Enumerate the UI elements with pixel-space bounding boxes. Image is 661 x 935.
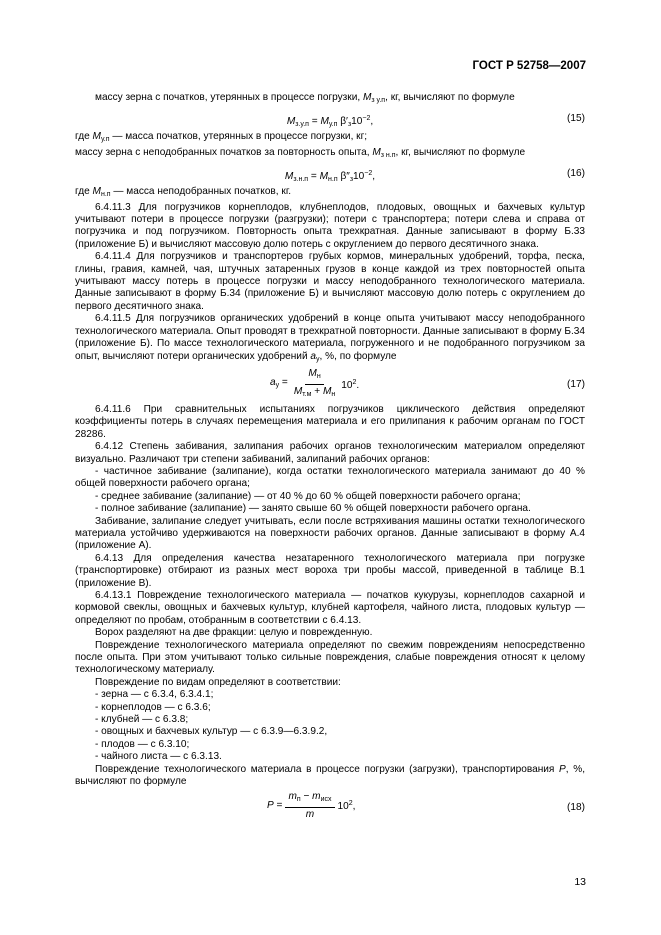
paragraph-where-16: где $M_{н.п}$ — масса неподобранных початков, кг. [75,186,292,199]
formula-18: P = $\frac{m_п - m_{исх}}{m}$ $10^2$, (18) [267,790,585,820]
formula-15: $M_{з.у.п} = M_{у.п}$ $\beta'_з10^{-2}$, (15) [286,113,585,129]
paragraph-6-4-11-3: 6.4.11.3 Для погрузчиков корнеплодов, клубнеплодов, плодовых, овощных и бахчевых культур учитывают потери в процессе погрузки (разгрузки); потери с транспортера; потери слева и справа от погрузчика и под погрузчиком. Повторность опыта трехкратная. Данные записывают в форму Б.33 (приложение Б) и вычисляют массовую долю потерь с округлением до первого десятичного знака. [75,201,585,250]
paragraph-6-4-11-4: 6.4.11.4 Для погрузчиков и транспортеров грубых кормов, минеральных удобрений, торфа, песка, глины, гравия, камней, чая, штучных затаренных грузов в конце каждой из трех повторностей опыта учитывают массу потерь в процессе погрузки и массу неподобранного технологического материала. Данные записывают в форму Б.34 (приложение Б) и вычисляют массовую долю потерь с округлением до первого десятичного знака. [75,251,585,312]
list-item: - клубней — с 6.3.8; [95,714,189,726]
standard-number: ГОСТ Р 52758—2007 [472,60,586,72]
formula-17: $a_у$ = $\frac{M_н}{M_{т.м} + M_н}$ $10^2$. (17) [270,367,585,399]
paragraph-where-15: где $M_{у.п}$ — масса початков, утерянных в процессе погрузки, кг; [75,131,368,144]
paragraph-grain-lost: массу зерна с початков, утерянных в процессе погрузки, $M_{з у.п}$, кг, вычисляют по формуле [95,92,515,104]
paragraph-6-4-11-6: 6.4.11.6 При сравнительных испытаниях погрузчиков циклического действия определяют коэффициенты потерь в случаях перемещения материала и его прилипания к рабочим органам по ГОСТ 28286. [75,403,585,440]
formula-15-number: (15) [567,113,585,125]
list-item: - корнеплодов — с 6.3.6; [95,701,211,713]
document-body [75,92,585,827]
paragraph-transport-damage: Повреждение технологического материала в процессе погрузки (загрузки), транспортирования P, %, вычисляют по формуле [75,763,586,788]
list-item: - овощных и бахчевых культур — с 6.3.9—6.3.9.2, [95,726,328,738]
list-item-medium: - среднее забивание (залипание) — от 40 % до 60 % общей поверхности рабочего органа; [95,490,521,502]
paragraph-6-4-13-1: 6.4.13.1 Повреждение технологического материала — початков кукурузы, корнеплодов сахарной и кормовой свеклы, овощных и бахчевых культур, клубней картофеля, чайного листа, плодовых культур — определяют по пробам, отобранным в соответствии с 6.4.13. [75,590,585,626]
list-item: - зерна — с 6.3.4, 6.3.4.1; [95,689,214,701]
paragraph-grain-unpicked: массу зерна с неподобранных початков за повторность опыта, $M_{з н.п}$, кг, вычисляют по формуле [75,146,526,159]
page-number: 13 [574,876,586,888]
formula-16: $M_{з.н.п} = M_{н.п}$ $\beta''_з10^{-2}$, (16) [284,168,585,184]
formula-18-number: (18) [567,801,585,813]
paragraph-damage-types: Повреждение по видам определяют в соответствии: [95,676,341,688]
paragraph-fractions: Ворох разделяют на две фракции: целую и поврежденную. [95,627,373,639]
paragraph-clogging: Забивание, залипание следует учитывать, если после встряхивания машины остатки технологического материала устойчиво удерживаются на поверхности рабочих органов. Данные записывают в форму А.4 (приложение А). [75,515,585,552]
paragraph-6-4-12: 6.4.12 Степень забивания, залипания рабочих органов технологическим материалом определяют визуально. Различают три степени забиваний, залипаний рабочих органов: [75,441,585,465]
list-item: - чайного листа — с 6.3.13. [95,751,222,763]
paragraph-damage: Повреждение технологического материала определяют по свежим повреждениям непосредственно после опыта. При этом учитывают только сильные повреждения, слабые повреждения относят к целому технологическому материалу. [75,639,585,676]
paragraph-6-4-13: 6.4.13 Для определения качества незатаренного технологического материала при погрузке (транспортировке) отбирают из разных мест вороха три пробы массой, приведенной в таблице В.1 (приложение В). [75,552,585,589]
list-item: - плодов — с 6.3.10; [95,738,190,750]
formula-16-number: (16) [567,168,585,180]
formula-17-number: (17) [567,378,585,390]
list-item-partial: - частичное забивание (залипание), когда остатки технологического материала занимают до 40 % общей поверхности рабочего органа; [75,465,585,490]
paragraph-6-4-11-5: 6.4.11.5 Для погрузчиков органических удобрений в конце опыта учитывают массу неподобранного технологического материала. Опыт проводят в трехкратной повторности. Данные записывают в форму Б.34 (приложение Б). По массе технологического материала, погруженного и не подобранного погрузчиком за опыт, вычисляют потери органических удобрений $a_у$, %, по формуле [75,313,585,363]
list-item-full: - полное забивание (залипание) — занято свыше 60 % общей поверхности рабочего органа. [95,503,531,515]
